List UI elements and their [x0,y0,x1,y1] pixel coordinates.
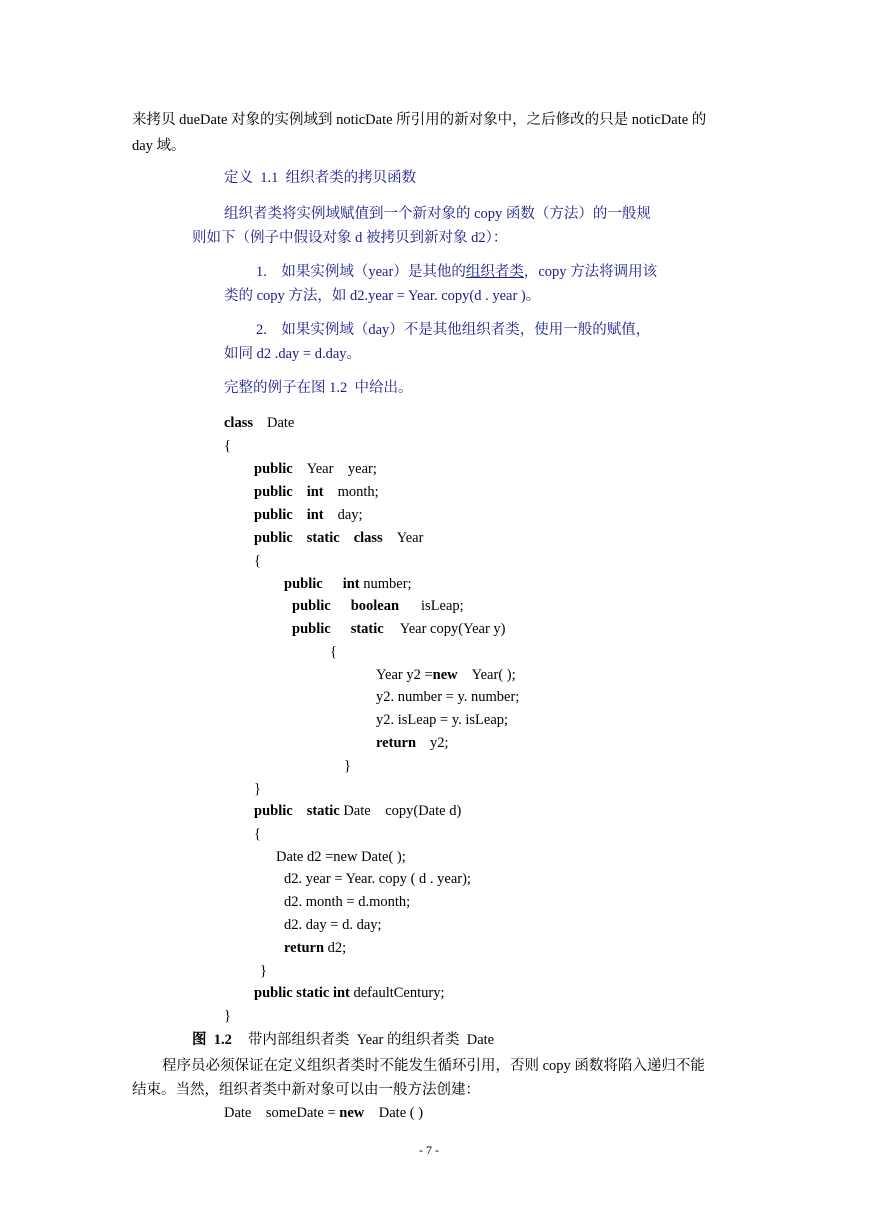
after-line-2: 结束。当然，组织者类中新对象可以由一般方法创建： [132,1082,480,1098]
code-line-inner-class [254,529,423,547]
keyword-public-static-int: public static int [254,985,350,1001]
keyword-static: static [306,803,340,819]
code-line-day-assign: d2. day = d. day; [284,917,382,933]
keyword-class: class [224,415,253,431]
keyword-class: class [353,530,383,546]
after-line-1: 程序员必须保证在定义组织者类时不能发生循环引用，否则 copy 函数将陷入递归不能 [162,1058,705,1074]
keyword-public: public [254,803,293,819]
code-line-number-assign: y2. number = y. number; [376,689,520,705]
code-brace-close: } [224,1008,231,1024]
definition-para-line-2: 则如下（例子中假设对象 d 被拷贝到新对象 d2）： [192,230,508,246]
code-line-default-century [254,984,445,1002]
code-brace-close: } [254,781,261,797]
code-text: Year y2 = [376,667,433,683]
code-line-month-field [254,483,379,501]
keyword-int: int [342,576,360,592]
rule-1-text-b: ，copy 方法将调用该 [523,264,658,280]
code-brace-close: } [260,963,267,979]
page-number: - 7 - [419,1143,439,1157]
code-line-class-date [224,414,294,432]
rule-1-text-a: 1. 如果实例域（year）是其他的 [256,264,466,280]
code-text: y2; [430,735,449,751]
keyword-int: int [306,507,324,523]
code-brace-open: { [224,438,231,454]
code-brace-open: { [330,644,337,660]
code-text: isLeap; [421,598,464,614]
definition-title: 定义 1.1 组织者类的拷贝函数 [224,170,417,186]
code-text: number; [359,576,412,592]
intro-line-1: 来拷贝 dueDate 对象的实例域到 noticDate 所引用的新对象中，之后修改的只是 noticDate 的 [132,112,707,128]
keyword-public: public [292,621,331,637]
keyword-new: new [339,1105,365,1121]
rule-1-line-1 [256,263,657,281]
keyword-public: public [254,484,293,500]
code-line-somedate [224,1104,423,1122]
code-line-date-copy [254,802,461,820]
keyword-public: public [254,530,293,546]
code-line-year-copy-call: d2. year = Year. copy ( d . year); [284,871,471,887]
figure-number: 图 1.2 [192,1032,232,1048]
code-brace-open: { [254,826,261,842]
code-text: Year [396,530,424,546]
code-line-isleap-field [292,597,464,615]
code-text: d2; [324,940,347,956]
keyword-public: public [292,598,331,614]
keyword-int: int [306,484,324,500]
code-brace-open: { [254,553,261,569]
code-line-day-field [254,506,363,524]
code-text: Year copy(Year y) [399,621,506,637]
code-line-return-y2 [376,734,449,752]
definition-para-line-1: 组织者类将实例域赋值到一个新对象的 copy 函数（方法）的一般规 [224,206,651,222]
code-text: Date copy(Date d) [339,803,462,819]
code-line-year-copy [292,620,506,638]
keyword-return: return [284,940,325,956]
rule-2-line-1: 2. 如果实例域（day）不是其他组织者类，使用一般的赋值， [256,322,651,338]
organizer-class-link[interactable]: 组织者类 [465,264,524,280]
code-text: Date someDate = [224,1105,340,1121]
code-text: day; [337,507,363,523]
code-text: Year( ); [457,667,516,683]
rule-1-line-2: 类的 copy 方法，如 d2.year = Year. copy(d . year )。 [224,288,541,304]
keyword-static: static [350,621,384,637]
figure-caption [192,1031,494,1049]
rule-2-line-2: 如同 d2 .day = d.day。 [224,346,362,362]
code-line-return-d2 [284,939,346,957]
code-text: Year year; [306,461,377,477]
code-line-year-field [254,460,377,478]
code-text: Date ( ) [364,1105,424,1121]
code-text: defaultCentury; [349,985,445,1001]
code-brace-close: } [344,758,351,774]
code-line-number-field [284,575,412,593]
figure-caption-text: 带内部组织者类 Year 的组织者类 Date [247,1032,495,1048]
keyword-public: public [254,507,293,523]
intro-line-2: day 域。 [132,138,186,154]
keyword-return: return [376,735,417,751]
code-line-month-assign: d2. month = d.month; [284,894,411,910]
code-text: Date [267,415,295,431]
keyword-static: static [306,530,340,546]
keyword-public: public [254,461,293,477]
code-line-isleap-assign: y2. isLeap = y. isLeap; [376,712,509,728]
code-text: month; [337,484,379,500]
keyword-new: new [432,667,458,683]
code-line-new-year [376,666,516,684]
keyword-boolean: boolean [350,598,400,614]
keyword-public: public [284,576,323,592]
definition-closing: 完整的例子在图 1.2 中给出。 [224,380,413,396]
code-line-new-date: Date d2 =new Date( ); [276,849,406,865]
